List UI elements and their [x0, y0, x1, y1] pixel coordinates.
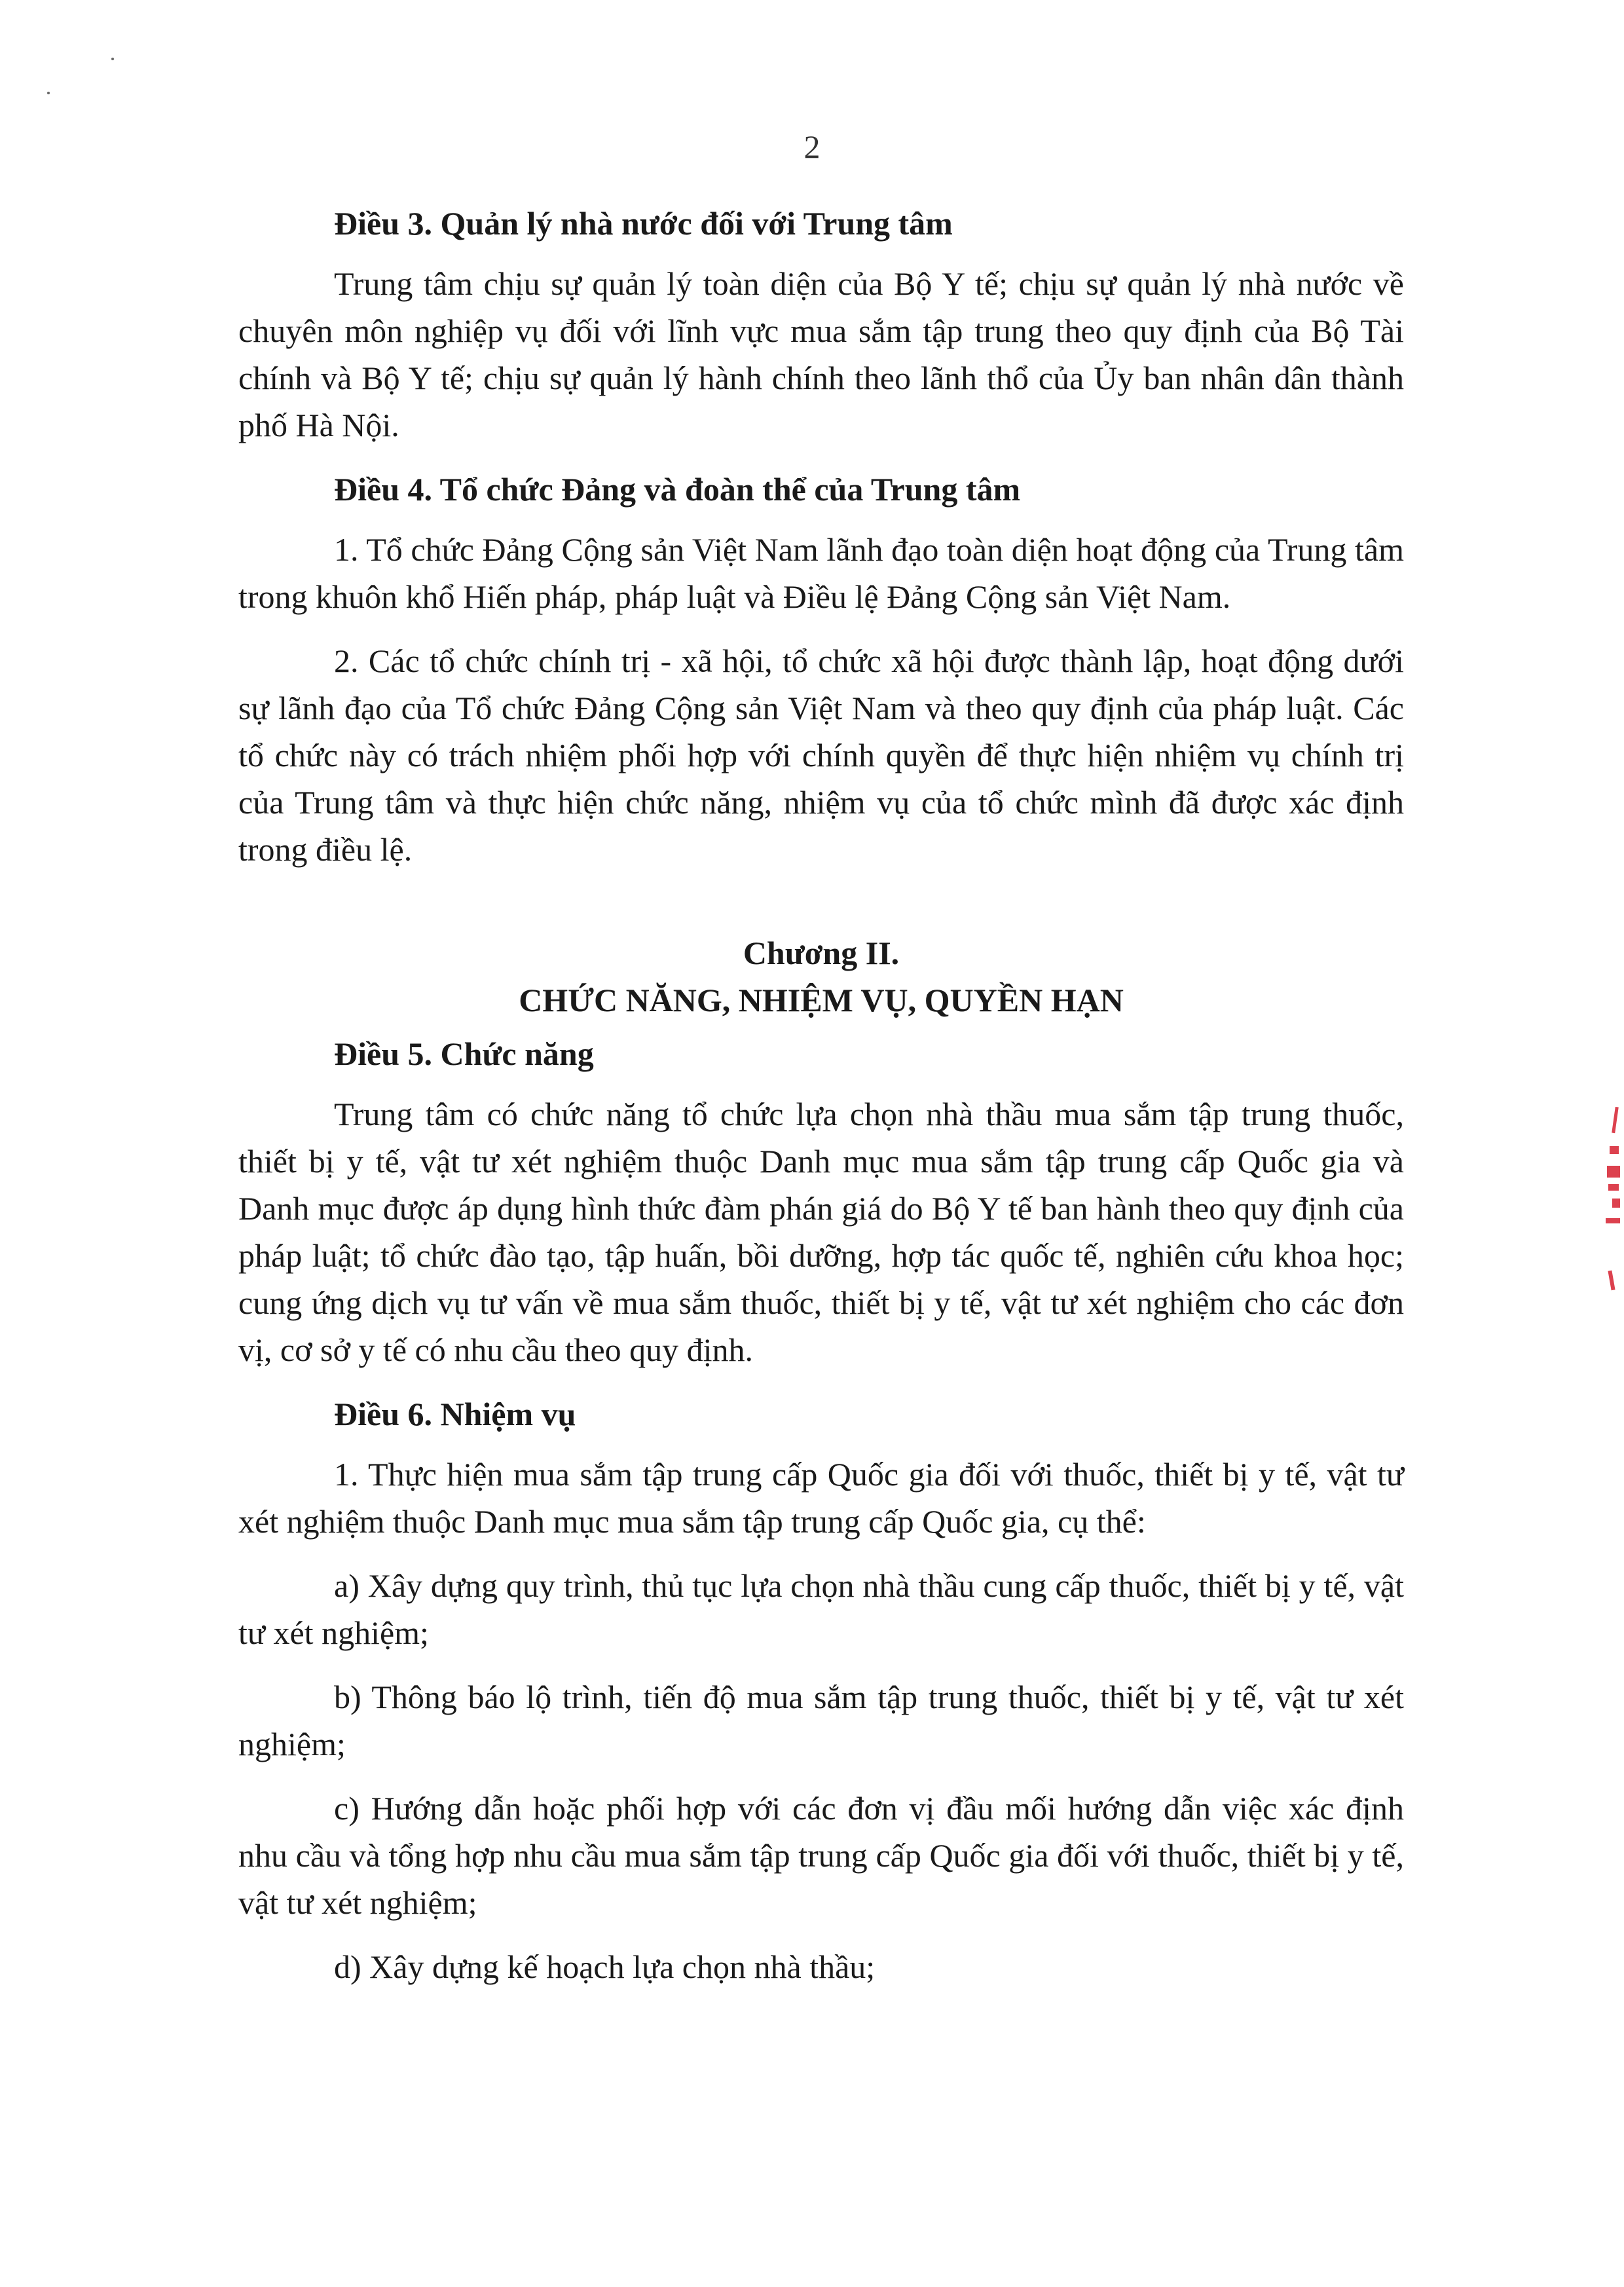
article-4-paragraph-1: 1. Tổ chức Đảng Cộng sản Việt Nam lãnh đạo toàn diện hoạt động của Trung tâm trong khuôn khổ Hiến pháp, pháp luật và Điều lệ Đảng Cộng sản Việt Nam. [238, 531, 1404, 615]
document-body [238, 200, 1404, 2007]
article-6-item-b: b) Thông báo lộ trình, tiến độ mua sắm tập trung thuốc, thiết bị y tế, vật tư xét nghiệm; [238, 1679, 1404, 1762]
article-5-paragraph-1: Trung tâm có chức năng tổ chức lựa chọn nhà thầu mua sắm tập trung thuốc, thiết bị y tế, vật tư xét nghiệm thuộc Danh mục mua sắm tập trung cấp Quốc gia và Danh mục được áp dụng hình thức đàm phán giá do Bộ Y tế ban hành theo quy định của pháp luật; tổ chức đào tạo, tập huấn, bồi dưỡng, hợp tác quốc tế, nghiên cứu khoa học; cung ứng dịch vụ tư vấn về mua sắm thuốc, thiết bị y tế, vật tư xét nghiệm cho các đơn vị, cơ sở y tế có nhu cầu theo quy định. [238, 1096, 1404, 1368]
article-4-paragraph-2: 2. Các tổ chức chính trị - xã hội, tổ chức xã hội được thành lập, hoạt động dưới sự lãnh đạo của Tổ chức Đảng Cộng sản Việt Nam và theo quy định của pháp luật. Các tổ chức này có trách nhiệm phối hợp với chính quyền để thực hiện nhiệm vụ chính trị của Trung tâm và thực hiện chức năng, nhiệm vụ của tổ chức mình đã được xác định trong điều lệ. [238, 642, 1404, 868]
chapter-number: Chương II. [743, 935, 900, 971]
article-4-heading: Điều 4. Tổ chức Đảng và đoàn thể của Trung tâm [334, 471, 1021, 508]
article-6-item-d: d) Xây dựng kế hoạch lựa chọn nhà thầu; [334, 1948, 876, 1985]
article-6-item-a: a) Xây dựng quy trình, thủ tục lựa chọn nhà thầu cung cấp thuốc, thiết bị y tế, vật tư xét nghiệm; [238, 1567, 1404, 1651]
article-6-paragraph-1: 1. Thực hiện mua sắm tập trung cấp Quốc gia đối với thuốc, thiết bị y tế, vật tư xét nghiệm thuộc Danh mục mua sắm tập trung cấp Quốc gia, cụ thể: [238, 1456, 1404, 1540]
chapter-title: CHỨC NĂNG, NHIỆM VỤ, QUYỀN HẠN [519, 982, 1124, 1018]
article-6-item-c: c) Hướng dẫn hoặc phối hợp với các đơn vị đầu mối hướng dẫn việc xác định nhu cầu và tổng hợp nhu cầu mua sắm tập trung cấp Quốc gia đối với thuốc, thiết bị y tế, vật tư xét nghiệm; [238, 1790, 1404, 1921]
scan-speck [47, 92, 50, 94]
article-6-heading: Điều 6. Nhiệm vụ [334, 1396, 576, 1432]
page-number: 2 [803, 128, 821, 165]
article-3-heading: Điều 3. Quản lý nhà nước đối với Trung tâm [334, 205, 953, 242]
scan-speck [111, 58, 114, 60]
article-5-heading: Điều 5. Chức năng [334, 1035, 594, 1072]
article-3-paragraph-1: Trung tâm chịu sự quản lý toàn diện của Bộ Y tế; chịu sự quản lý nhà nước về chuyên môn nghiệp vụ đối với lĩnh vực mua sắm tập trung theo quy định của Bộ Tài chính và Bộ Y tế; chịu sự quản lý hành chính theo lãnh thổ của Ủy ban nhân dân thành phố Hà Nội. [238, 265, 1404, 443]
red-seal-fragment [1600, 1107, 1624, 1303]
